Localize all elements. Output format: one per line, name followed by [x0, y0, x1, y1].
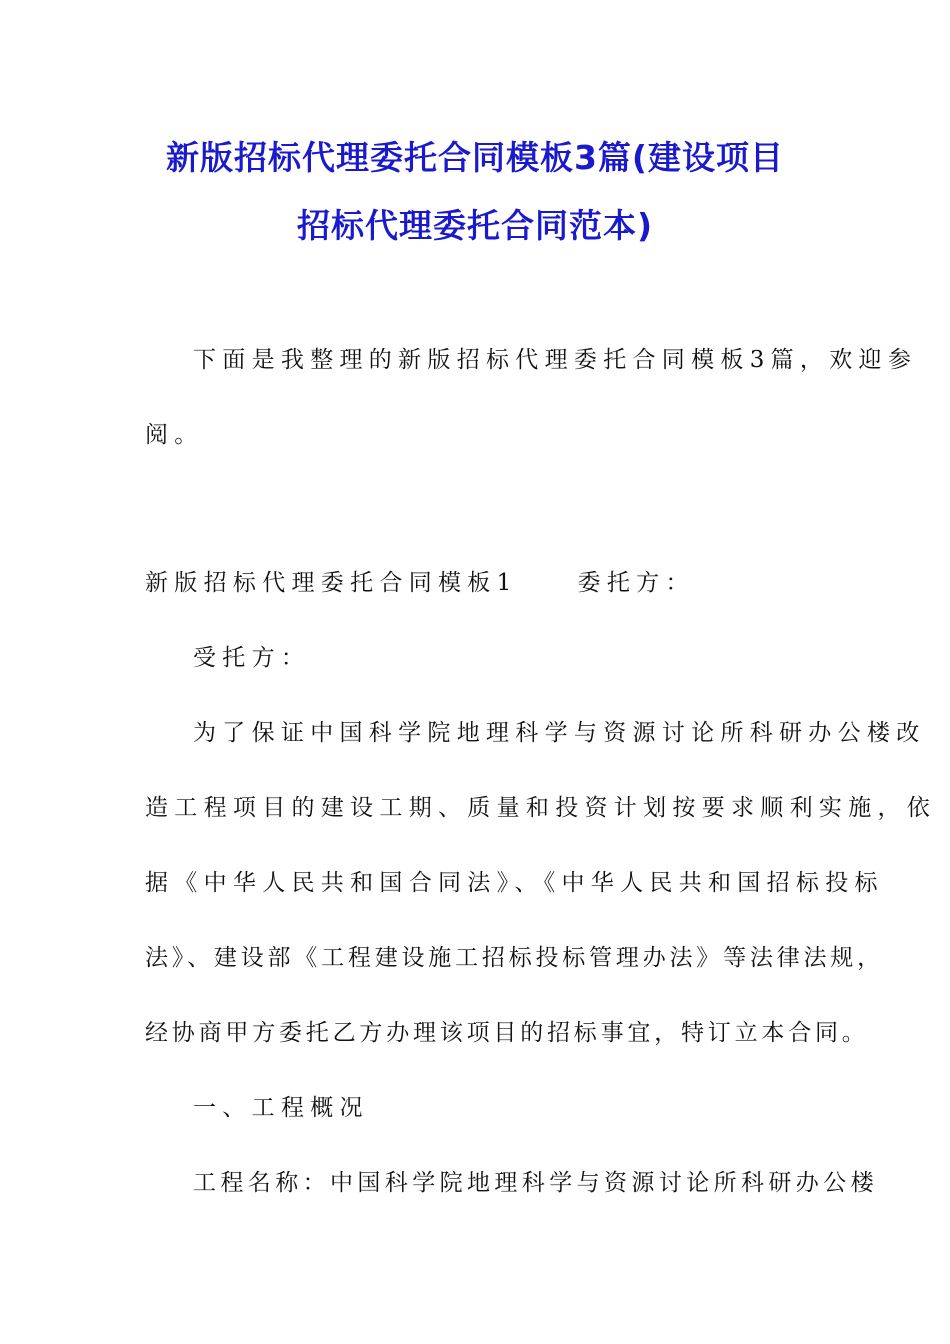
intro-line-2: 阅。 — [145, 422, 204, 448]
section-1-heading-line — [145, 568, 815, 598]
para-1-line-3: 据《中华人民共和国合同法》、《中华人民共和国招标投标 — [145, 870, 884, 896]
document-title-line-2: 招标代理委托合同范本) — [296, 206, 654, 245]
para-1-line-5: 经协商甲方委托乙方办理该项目的招标事宜，特订立本合同。 — [145, 1020, 869, 1046]
intro-line-1: 下面是我整理的新版招标代理委托合同模板3篇，欢迎参 — [193, 347, 918, 373]
client-label: 委托方： — [577, 570, 695, 596]
para-1-line-2: 造工程项目的建设工期、质量和投资计划按要求顺利实施，依 — [145, 795, 937, 821]
para-1-line-1: 为了保证中国科学院地理科学与资源讨论所科研办公楼改 — [193, 720, 926, 746]
project-name-line: 工程名称：中国科学院地理科学与资源讨论所科研办公楼 — [193, 1170, 878, 1196]
para-1-line-4: 法》、建设部《工程建设施工招标投标管理办法》等法律法规， — [145, 945, 884, 971]
document-title-line-1: 新版招标代理委托合同模板3篇(建设项目 — [165, 138, 785, 177]
clause-1-heading: 一、工程概况 — [193, 1095, 369, 1121]
section-1-heading: 新版招标代理委托合同模板1 — [145, 570, 518, 596]
trustee-label: 受托方： — [193, 645, 311, 671]
